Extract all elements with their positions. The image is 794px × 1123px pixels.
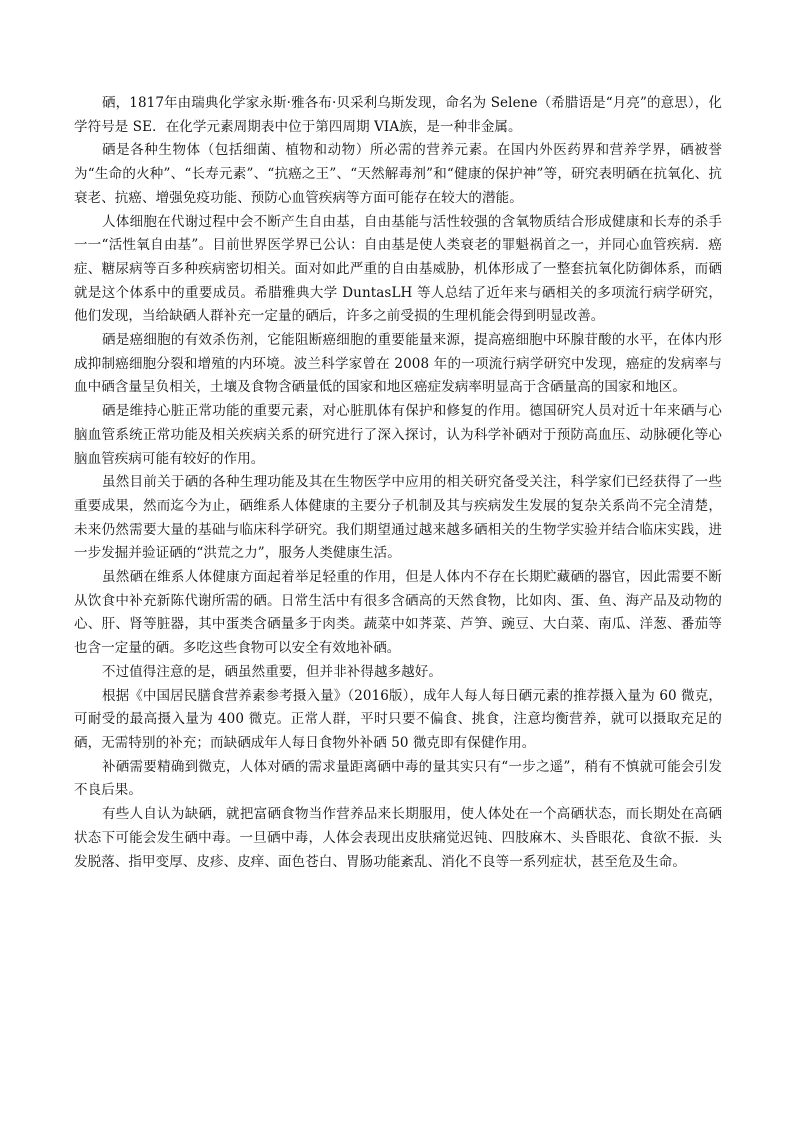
paragraph-4: 硒是癌细胞的有效杀伤剂，它能阻断癌细胞的重要能量来源，提高癌细胞中环腺苷酸的水平，在体内形成抑制癌细胞分裂和增殖的内环境。波兰科学家曾在 2008 年的一项流行病学研究中发现，癌症的发病率与血中硒含量呈负相关，土壤及食物含硒量低的国家和地区癌症发病率明显高于含硒量高的国家和地区。 (74, 332, 722, 396)
paragraph-8: 不过值得注意的是，硒虽然重要，但并非补得越多越好。 (102, 663, 442, 680)
paragraph-2: 硒是各种生物体（包括细菌、植物和动物）所必需的营养元素。在国内外医药界和营养学界，硒被誉为“生命的火种”、“长寿元素”、“抗癌之王”、“天然解毒剂”和“健康的保护神”等，研究表明硒在抗氧化、抗衰老、抗癌、增强免疫功能、预防心血管疾病等方面可能存在较大的潜能。 (74, 142, 722, 206)
paragraph-11: 有些人自认为缺硒，就把富硒食物当作营养品来长期服用，使人体处在一个高硒状态，而长期处在高硒状态下可能会发生硒中毒。一旦硒中毒，人体会表现出皮肤痛觉迟钝、四肢麻木、头昏眼花、食欲不振．头发脱落、指甲变厚、皮疹、皮痒、面色苍白、胃肠功能紊乱、消化不良等一系列症状，甚至危及生命。 (74, 806, 722, 870)
paragraph-1: 硒，1817年由瑞典化学家永斯·雅各布·贝采利乌斯发现，命名为 Selene（希腊语是“月亮”的意思），化学符号是 SE．在化学元素周期表中位于第四周期 VIA族，是一种非金属。 (74, 95, 722, 135)
paragraph-7: 虽然硒在维系人体健康方面起着举足轻重的作用，但是人体内不存在长期贮藏硒的器官，因此需要不断从饮食中补充新陈代谢所需的硒。日常生活中有很多含硒高的天然食物，比如肉、蛋、鱼、海产品及动物的心、肝、肾等脏器，其中蛋类含硒量多于肉类。蔬菜中如荠菜、芦笋、豌豆、大白菜、南瓜、洋葱、番茄等也含一定量的硒。多吃这些食物可以安全有效地补硒。 (74, 569, 722, 657)
paragraph-5: 硒是维持心脏正常功能的重要元素，对心脏肌体有保护和修复的作用。德国研究人员对近十年来硒与心脑血管系统正常功能及相关疾病关系的研究进行了深入探讨，认为科学补硒对于预防高血压、动脉硬化等心脑血管疾病可能有较好的作用。 (74, 403, 722, 467)
paragraph-3: 人体细胞在代谢过程中会不断产生自由基，自由基能与活性较强的含氧物质结合形成健康和长寿的杀手一一“活性氧自由基”。目前世界医学界已公认：自由基是使人类衰老的罪魁祸首之一，并同心血管疾病．癌症、糖尿病等百多种疾病密切相关。面对如此严重的自由基威胁，机体形成了一整套抗氧化防御体系，而硒就是这个体系中的重要成员。希腊雅典大学 DuntasLH 等人总结了近年来与硒相关的多项流行病学研究，他们发现，当给缺硒人群补充一定量的硒后，许多之前受损的生理机能会得到明显改善。 (74, 213, 722, 325)
paragraph-10: 补硒需要精确到微克，人体对硒的需求量距离硒中毒的量其实只有“一步之遥”，稍有不慎就可能会引发不良后果。 (74, 758, 722, 799)
paragraph-9: 根据《中国居民膳食营养素参考摄入量》（2016版），成年人每人每日硒元素的推荐摄入量为 60 微克，可耐受的最高摄入量为 400 微克。正常人群，平时只要不偏食、挑食，注意均衡营养，就可以摄取充足的硒，无需特别的补充；而缺硒成年人每日食物外补硒 50 微克即有保健作用。 (74, 687, 722, 751)
paragraph-6: 虽然目前关于硒的各种生理功能及其在生物医学中应用的相关研究备受关注，科学家们已经获得了一些重要成果，然而迄今为止，硒维系人体健康的主要分子机制及其与疾病发生发展的复杂关系尚不完全清楚，未来仍然需要大量的基础与临床科学研究。我们期望通过越来越多硒相关的生物学实验并结合临床实践，进一步发掘并验证硒的“洪荒之力”，服务人类健康生活。 (74, 474, 722, 562)
document-body (74, 92, 722, 874)
